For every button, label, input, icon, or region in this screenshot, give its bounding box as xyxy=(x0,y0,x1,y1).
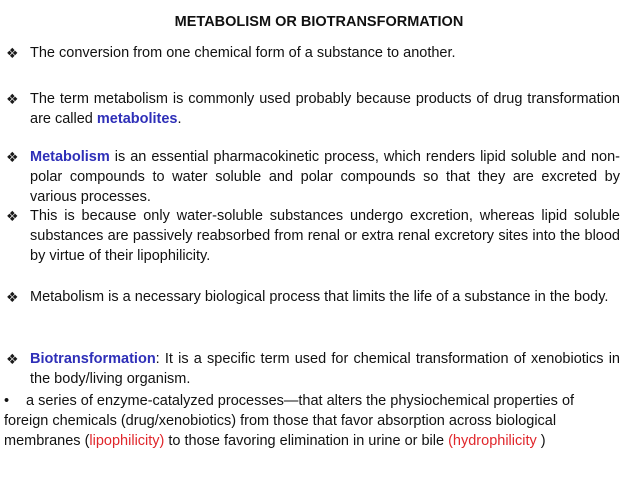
list-item xyxy=(6,206,620,266)
item-text-post: : It is a specific term used for chemical transformation of xenobiotics in the body/living organism. xyxy=(30,351,620,387)
highlight-term: metabolites xyxy=(96,111,178,127)
diamond-bullet-icon: ❖ xyxy=(6,208,19,224)
list-item xyxy=(6,349,620,389)
diamond-bullet-icon: ❖ xyxy=(6,91,19,107)
bullet-dot: • xyxy=(4,393,10,409)
paragraph-post: ) xyxy=(536,433,546,449)
list-item xyxy=(6,147,620,207)
paragraph-pre: a series of enzyme-catalyzed processes—that alters the physiochemical properties of foreign chemicals (drug/xenobiotics) from those that favor absorption across biological membranes ( xyxy=(4,393,575,449)
item-text: This is because only water-soluble substances undergo excretion, whereas lipid soluble substances are passively reabsorbed from renal or extra renal excretory sites into the blood by virtue of their lipophilicity. xyxy=(30,208,620,264)
list-item xyxy=(6,43,620,63)
item-text-post: is an essential pharmacokinetic process, which renders lipid soluble and non-polar compounds to water soluble and polar compounds so that they are excreted by various processes. xyxy=(30,149,620,205)
page-title: METABOLISM OR BIOTRANSFORMATION xyxy=(174,14,464,30)
diamond-bullet-icon: ❖ xyxy=(6,351,19,367)
highlight-hydrophilicity: (hydrophilicity xyxy=(448,433,537,449)
paragraph-mid: to those favoring elimination in urine or bile xyxy=(164,433,449,449)
list-item xyxy=(6,287,620,307)
highlight-lipophilicity: lipophilicity) xyxy=(89,433,165,449)
item-text xyxy=(30,147,620,207)
item-text xyxy=(30,89,620,129)
item-text: Metabolism is a necessary biological process that limits the life of a substance in the body. xyxy=(30,289,609,305)
highlight-term: Metabolism xyxy=(30,149,110,165)
list-item xyxy=(6,89,620,129)
highlight-term: Biotransformation xyxy=(30,351,156,367)
item-text-post: . xyxy=(177,111,182,127)
diamond-bullet-icon: ❖ xyxy=(6,149,19,165)
diamond-bullet-icon: ❖ xyxy=(6,289,19,305)
diamond-bullet-icon: ❖ xyxy=(6,45,19,61)
item-text-pre: The term metabolism is commonly used probably because products of drug transformation are called xyxy=(30,91,620,127)
item-text xyxy=(30,349,620,389)
item-text: The conversion from one chemical form of a substance to another. xyxy=(30,45,456,61)
definition-paragraph xyxy=(4,391,620,451)
